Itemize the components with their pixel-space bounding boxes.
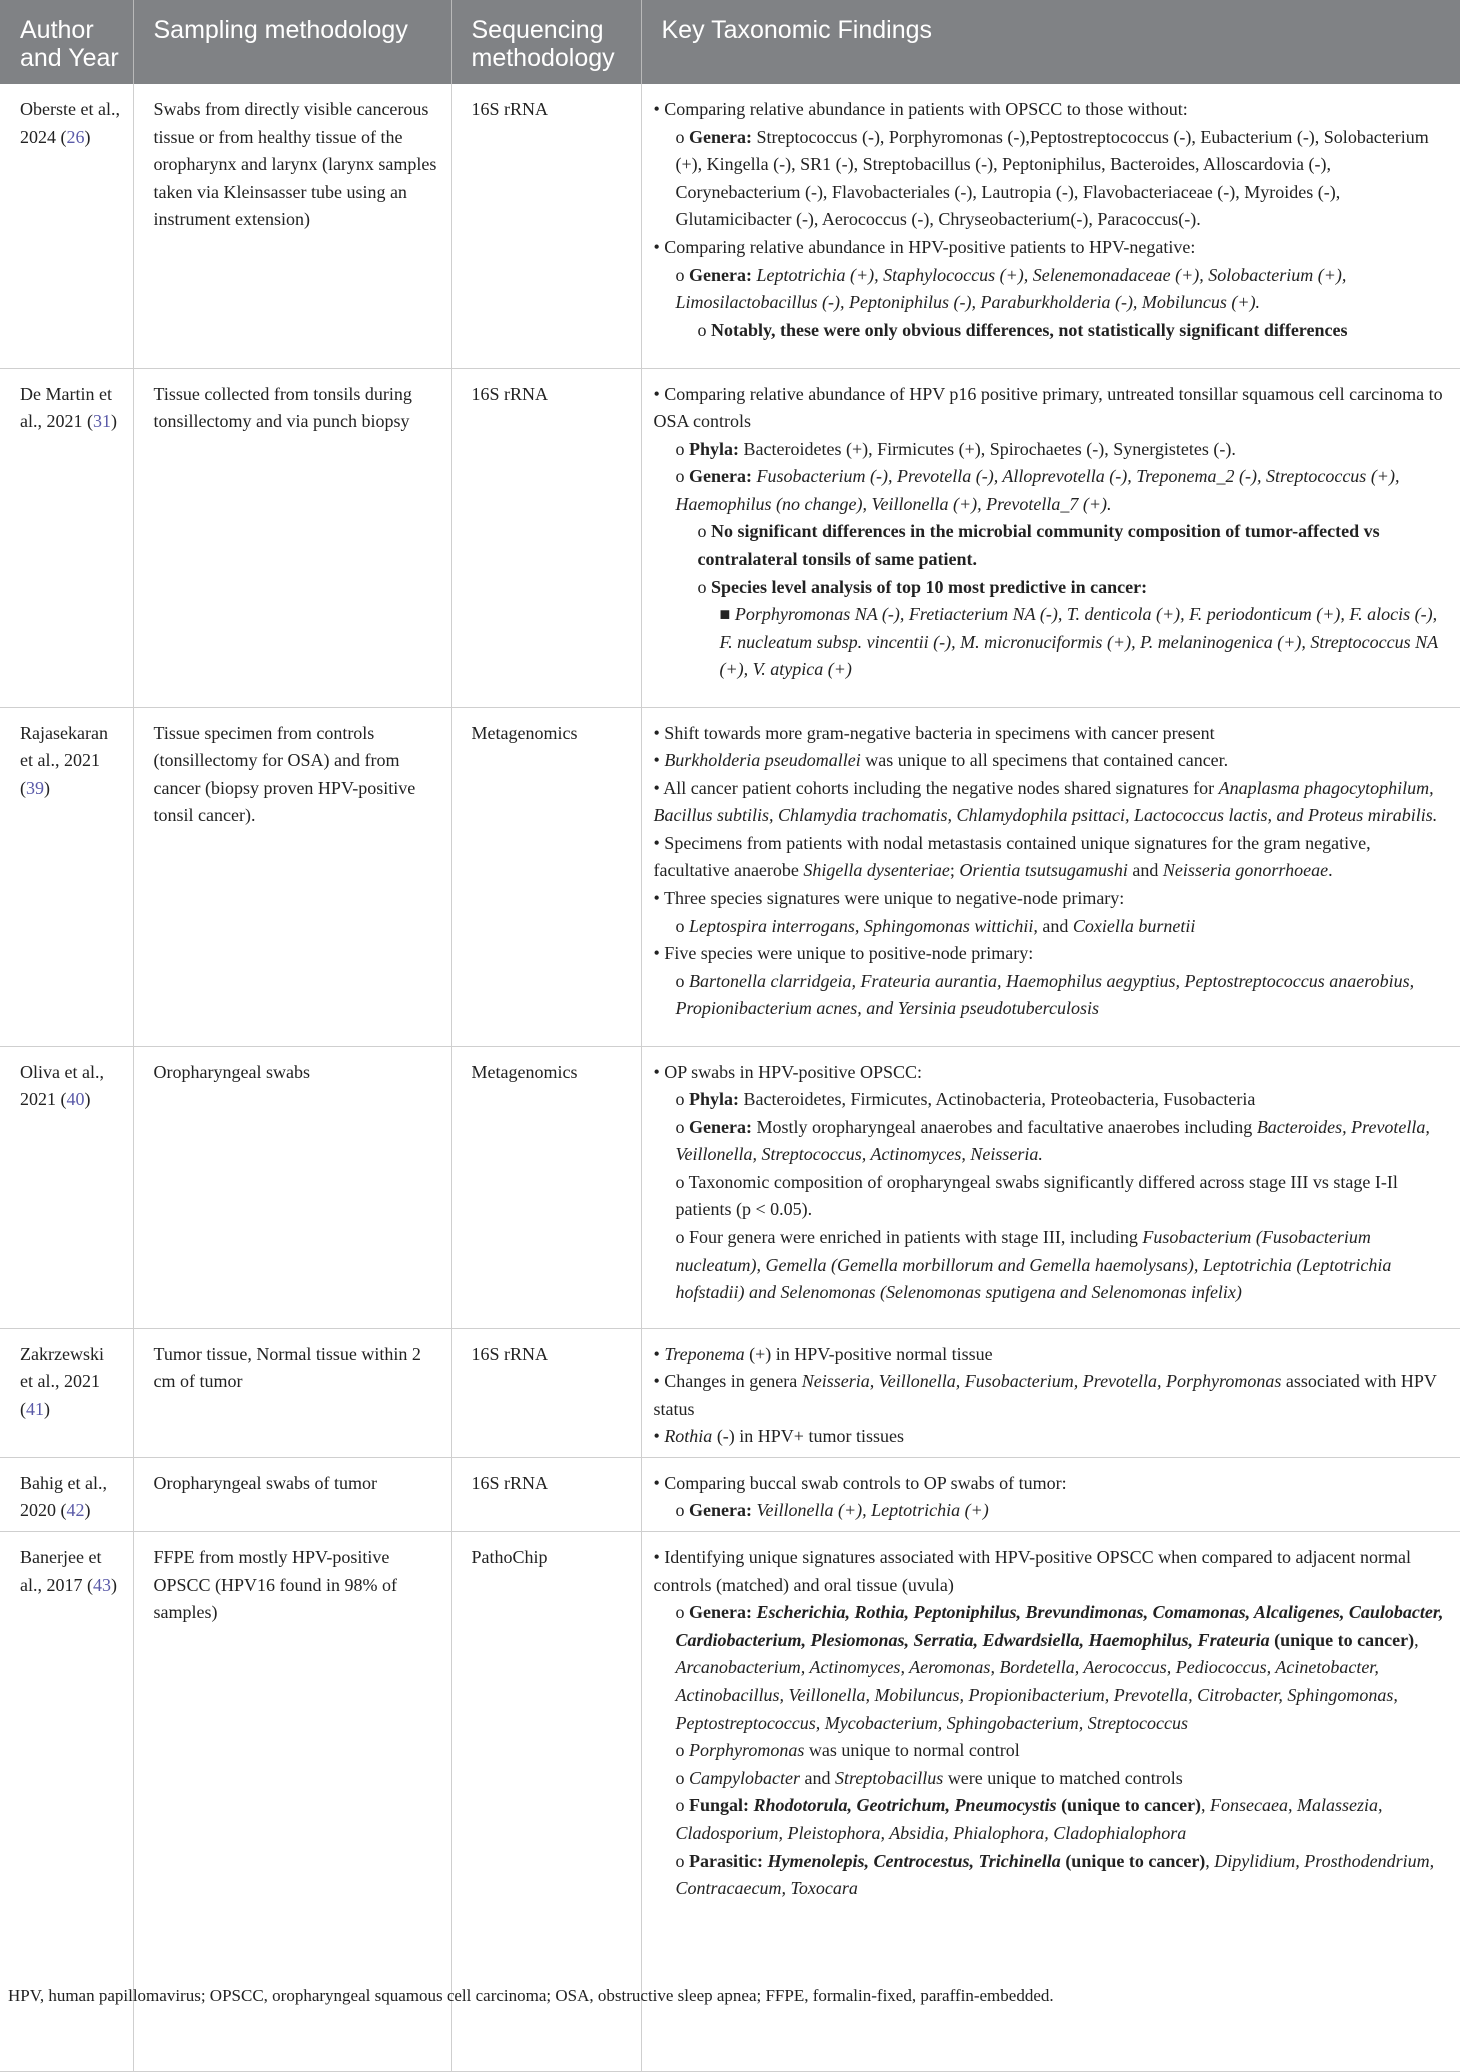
finding-text: o [675, 1602, 689, 1623]
finding-line [654, 913, 1449, 941]
key-findings-cell [641, 1328, 1460, 1457]
finding-line [654, 747, 1449, 775]
author-year-cell: Oliva et al., 2021 (40) [0, 1046, 133, 1328]
finding-line [654, 234, 1449, 262]
finding-text: o [675, 1767, 689, 1788]
finding-text: Arcanobacterium, Actinomyces, Aeromonas, Bordetella, Aerococcus, Pediococcus, Acinetobacter, Actinobacillus, Veillonella, Mobiluncus, Propionibacterium, Prevotella, Citrobacter, Sphingomonas, Peptostreptococcus, Mycobacterium, Sphingobacterium, Streptococcus [675, 1657, 1398, 1733]
sequencing-methodology-cell: PathoChip [451, 1532, 641, 2072]
finding-text: o [697, 319, 711, 340]
sequencing-methodology-cell: 16S rRNA [451, 1457, 641, 1531]
finding-line [654, 574, 1449, 602]
finding-line [654, 1737, 1449, 1765]
finding-text: • Identifying unique signatures associated with HPV-positive OPSCC when compared to adjacent normal controls (matched) and oral tissue (uvula) [653, 1547, 1412, 1595]
finding-line [654, 968, 1449, 1023]
finding-line [654, 885, 1449, 913]
sampling-methodology-cell: Tissue specimen from controls (tonsillectomy for OSA) and from cancer (biopsy proven HPV-positive tonsil cancer). [133, 707, 451, 1046]
sequencing-methodology-cell: 16S rRNA [451, 84, 641, 368]
finding-text: Genera: [689, 466, 752, 487]
key-findings-cell [641, 707, 1460, 1046]
finding-text: • Comparing relative abundance in HPV-positive patients to HPV-negative: [653, 236, 1196, 257]
author-year-text: Bahig et al., 2020 [20, 1472, 107, 1521]
finding-text: Coxiella burnetii [1072, 915, 1196, 936]
finding-text: (unique to cancer) [1056, 1795, 1202, 1816]
finding-text: • [653, 750, 665, 771]
finding-text: Dipylidium, Prosthodendrium, Contracaecum, Toxocara [675, 1850, 1435, 1899]
finding-text: o [675, 1795, 689, 1816]
finding-text: o [675, 466, 689, 487]
sequencing-methodology-cell: Metagenomics [451, 707, 641, 1046]
author-year-cell: Banerjee et al., 2017 (43) [0, 1532, 133, 2072]
header-key-findings: Key Taxonomic Findings [641, 0, 1460, 84]
finding-text: Rothia [664, 1426, 713, 1447]
finding-text: were unique to matched controls [943, 1767, 1183, 1788]
finding-line [654, 775, 1449, 830]
sequencing-methodology-cell: 16S rRNA [451, 1328, 641, 1457]
table-footnote: HPV, human papillomavirus; OPSCC, oropharyngeal squamous cell carcinoma; OSA, obstructive sleep apnea; FFPE, formalin-fixed, paraffin-embedded. [8, 1986, 1054, 2005]
finding-text: • Comparing buccal swab controls to OP swabs of tumor: [653, 1472, 1067, 1493]
finding-text: o [675, 1740, 689, 1761]
finding-text: Anaplasma phagocytophilum, Bacillus subtilis, Chlamydia trachomatis, Chlamydophila psittaci, Lactococcus lactis, and Proteus mirabilis. [653, 777, 1438, 826]
finding-text: Genera: [689, 1602, 752, 1623]
finding-line [654, 1497, 1449, 1525]
finding-line [654, 1059, 1449, 1087]
finding-text: ■ [719, 604, 735, 625]
finding-text: o [675, 438, 689, 459]
finding-text: o Four genera were enriched in patients with stage III, including [675, 1227, 1143, 1248]
author-year-text: Zakrzewski et al., 2021 [20, 1343, 104, 1392]
finding-text: Fungal: [689, 1795, 750, 1816]
finding-text: . [1328, 860, 1333, 881]
finding-text: Treponema [664, 1343, 745, 1364]
sampling-methodology-cell: Swabs from directly visible cancerous tissue or from healthy tissue of the oropharynx and larynx (larynx samples taken via Kleinsasser tube using an instrument extension) [133, 84, 451, 368]
table-row [0, 707, 1460, 1046]
finding-line [654, 262, 1449, 317]
finding-text: Bartonella clarridgeia, Frateuria aurantia, Haemophilus aegyptius, Peptostreptococcus anaerobius, Propionibacterium acnes, and Yersinia pseudotuberculosis [675, 970, 1415, 1019]
finding-text: Rhodotorula, Geotrichum, Pneumocystis [753, 1795, 1057, 1816]
finding-text: Genera: [689, 1500, 752, 1521]
author-year-text: Oliva et al., 2021 [20, 1061, 104, 1110]
finding-text: Genera: [689, 126, 752, 147]
finding-text: o [675, 264, 689, 285]
citation-link[interactable]: 40 [66, 1089, 85, 1110]
finding-text: and [799, 1767, 835, 1788]
table-row [0, 84, 1460, 368]
finding-line [654, 1848, 1449, 1903]
finding-text: (unique to cancer) [1060, 1850, 1206, 1871]
finding-line [654, 436, 1449, 464]
finding-line [654, 1470, 1449, 1498]
finding-text: associated with HPV status [653, 1371, 1437, 1419]
finding-text: o [697, 576, 711, 597]
author-year-text: Banerjee et al., 2017 [20, 1547, 102, 1595]
finding-line [654, 1086, 1449, 1114]
finding-text: was unique to all specimens that contained cancer. [860, 750, 1229, 771]
finding-text: • Changes in genera [653, 1371, 802, 1392]
citation-link[interactable]: 42 [66, 1500, 85, 1521]
finding-line [654, 1544, 1449, 1599]
finding-line [654, 317, 1449, 345]
table-row [0, 1328, 1460, 1457]
finding-line [654, 1224, 1449, 1307]
finding-text: (unique to cancer) [1269, 1629, 1415, 1650]
finding-text: Escherichia, Rothia, Peptoniphilus, Brevundimonas, Comamonas, Alcaligenes, Caulobacter, Cardiobacterium, Plesiomonas, Serratia, Edwardsiella, Haemophilus, Frateuria [675, 1602, 1444, 1650]
finding-text: Fusobacterium (-), Prevotella (-), Alloprevotella (-), Treponema_2 (-), Streptococcus (+), Haemophilus (no change), Veillonella (+), Prevotella_7 (+). [675, 466, 1400, 514]
author-year-text: De Martin et al., 2021 [20, 383, 112, 432]
finding-line [654, 1169, 1449, 1224]
finding-line [654, 1792, 1449, 1847]
header-sampling-methodology: Sampling methodology [133, 0, 451, 84]
finding-text: Leptospira interrogans, Sphingomonas wittichii, [689, 915, 1038, 936]
finding-text: • Shift towards more gram-negative bacteria in specimens with cancer present [653, 722, 1215, 743]
finding-line [654, 96, 1449, 124]
finding-text: Porphyromonas NA (-), Fretiacterium NA (-), T. denticola (+), F. periodonticum (+), F. alocis (-), F. nucleatum subsp. vincentii (-), M. micronuciformis (+), P. melaninogenica (+), Streptococcus NA (+), V. atypica (+) [719, 604, 1438, 680]
finding-text: (+) in HPV-positive normal tissue [744, 1343, 993, 1364]
finding-text: Fusobacterium (Fusobacterium nucleatum), Gemella (Gemella morbillorum and Gemella haemolysans), Leptotrichia (Leptotrichia hofstadii) and Selenomonas (Selenomonas sputigena and Selenomonas infelix) [675, 1227, 1392, 1303]
finding-text: Leptotrichia (+), Staphylococcus (+), Selenemonadaceae (+), Solobacterium (+), Limosilactobacillus (-), Peptoniphilus (-), Paraburkholderia (-), Mobiluncus (+). [675, 264, 1347, 313]
citation-link[interactable]: 26 [66, 126, 85, 147]
finding-text: • Three species signatures were unique to negative-node primary: [653, 888, 1125, 909]
finding-text: Neisseria gonorrhoeae [1162, 860, 1329, 881]
finding-text: o [675, 1500, 689, 1521]
citation-link[interactable]: 31 [93, 411, 111, 432]
author-year-cell: Rajasekaran et al., 2021 (39) [0, 707, 133, 1046]
finding-text: o [675, 1850, 689, 1871]
finding-text: Phyla: [689, 1089, 740, 1110]
sampling-methodology-cell: Tumor tissue, Normal tissue within 2 cm of tumor [133, 1328, 451, 1457]
finding-line [654, 1368, 1449, 1423]
table-header [0, 0, 1460, 84]
header-sequencing-methodology: Sequencing methodology [451, 0, 641, 84]
finding-text: and [1127, 860, 1163, 881]
finding-text: Bacteroidetes (+), Firmicutes (+), Spirochaetes (-), Synergistetes (-). [739, 438, 1236, 459]
author-year-text: Rajasekaran et al., 2021 [20, 722, 108, 771]
finding-line [654, 1114, 1449, 1169]
finding-text: Veillonella (+), Leptotrichia (+) [751, 1500, 989, 1521]
author-year-cell: Oberste et al., 2024 (26) [0, 84, 133, 368]
finding-text: (-) in HPV+ tumor tissues [712, 1426, 904, 1447]
finding-line [654, 381, 1449, 436]
finding-text: o [675, 915, 689, 936]
citation-link[interactable]: 39 [26, 777, 44, 798]
finding-line [654, 1599, 1449, 1737]
finding-text: o [697, 521, 711, 542]
finding-line [654, 1341, 1449, 1369]
finding-text: Streptococcus (-), Porphyromonas (-),Peptostreptococcus (-), Eubacterium (-), Solobacterium (+), Kingella (-), SR1 (-), Streptobacillus (-), Peptoniphilus, Bacteroides, Alloscardovia (-), Corynebacterium (-), Flavobacteriales (-), Lautropia (-), Flavobacteriaceae (-), Myroides (-), Glutamicibacter (-), Aerococcus (-), Chryseobacterium(-), Paracoccus(-). [675, 126, 1429, 230]
finding-text: • OP swabs in HPV-positive OPSCC: [653, 1061, 923, 1082]
finding-text: , [1205, 1850, 1215, 1871]
finding-text: o [675, 126, 689, 147]
finding-text: Notably, these were only obvious differences, not statistically significant differences [711, 319, 1348, 340]
finding-text: , [1414, 1629, 1419, 1650]
author-year-cell: De Martin et al., 2021 (31) [0, 368, 133, 707]
finding-line [654, 463, 1449, 518]
table-row [0, 1046, 1460, 1328]
finding-text: Neisseria, Veillonella, Fusobacterium, Prevotella, Porphyromonas [801, 1371, 1282, 1392]
finding-text: Phyla: [689, 438, 740, 459]
finding-text: Species level analysis of top 10 most predictive in cancer: [711, 576, 1148, 597]
finding-text: was unique to normal control [804, 1740, 1020, 1761]
finding-line [654, 124, 1449, 234]
finding-text: o [675, 1116, 689, 1137]
key-findings-cell [641, 368, 1460, 707]
finding-text: Fonsecaea, Malassezia, Cladosporium, Pleistophora, Absidia, Phialophora, Cladophialophora [675, 1795, 1383, 1843]
finding-text: • Specimens from patients with nodal metastasis contained unique signatures for the gram negative, facultative anaerobe [653, 832, 1371, 881]
finding-line [654, 830, 1449, 885]
finding-line [654, 1423, 1449, 1451]
finding-line [654, 518, 1449, 573]
finding-line [654, 940, 1449, 968]
finding-text: o [675, 1089, 689, 1110]
finding-text: Orientia tsutsugamushi [959, 860, 1128, 881]
sampling-methodology-cell: Tissue collected from tonsils during tonsillectomy and via punch biopsy [133, 368, 451, 707]
finding-text: o Taxonomic composition of oropharyngeal swabs significantly differed across stage III vs stage I-Il patients (p < 0.05). [675, 1171, 1398, 1220]
sampling-methodology-cell: Oropharyngeal swabs [133, 1046, 451, 1328]
finding-text: Porphyromonas [689, 1740, 805, 1761]
table-row [0, 1457, 1460, 1531]
finding-text: o [675, 970, 689, 991]
header-author-year: Author and Year [0, 0, 133, 84]
sampling-methodology-cell: Oropharyngeal swabs of tumor [133, 1457, 451, 1531]
table-row [0, 368, 1460, 707]
key-findings-cell [641, 84, 1460, 368]
sequencing-methodology-cell: 16S rRNA [451, 368, 641, 707]
finding-text: Campylobacter [689, 1767, 800, 1788]
finding-text: Streptobacillus [834, 1767, 944, 1788]
finding-line [654, 720, 1449, 748]
finding-text: Burkholderia pseudomallei [664, 750, 861, 771]
key-findings-cell [641, 1457, 1460, 1531]
citation-link[interactable]: 43 [93, 1574, 111, 1595]
author-year-cell: Bahig et al., 2020 (42) [0, 1457, 133, 1531]
finding-text: ; [949, 860, 960, 881]
key-findings-cell [641, 1046, 1460, 1328]
finding-line [654, 1765, 1449, 1793]
finding-text: Mostly oropharyngeal anaerobes and facultative anaerobes including [751, 1116, 1257, 1137]
finding-text: • All cancer patient cohorts including the negative nodes shared signatures for [653, 777, 1219, 798]
sequencing-methodology-cell: Metagenomics [451, 1046, 641, 1328]
author-year-cell: Zakrzewski et al., 2021 (41) [0, 1328, 133, 1457]
author-year-text: Oberste et al., 2024 [20, 99, 120, 147]
finding-text: Bacteroides, Prevotella, Veillonella, Streptococcus, Actinomyces, Neisseria. [675, 1116, 1430, 1165]
finding-text: Genera: [689, 1116, 752, 1137]
finding-text: Genera: [689, 264, 752, 285]
finding-text: • Comparing relative abundance of HPV p16 positive primary, untreated tonsillar squamous cell carcinoma to OSA controls [653, 383, 1443, 432]
finding-line [654, 601, 1449, 684]
finding-text: No significant differences in the microbial community composition of tumor-affected vs contralateral tonsils of same patient. [697, 521, 1380, 570]
citation-link[interactable]: 41 [26, 1398, 44, 1419]
finding-text: Bacteroidetes, Firmicutes, Actinobacteria, Proteobacteria, Fusobacteria [739, 1089, 1256, 1110]
finding-text: Parasitic: [689, 1850, 763, 1871]
finding-text: • [653, 1343, 665, 1364]
sampling-methodology-cell: FFPE from mostly HPV-positive OPSCC (HPV16 found in 98% of samples) [133, 1532, 451, 2072]
finding-text: Hymenolepis, Centrocestus, Trichinella [767, 1850, 1061, 1871]
finding-text: • Comparing relative abundance in patients with OPSCC to those without: [653, 99, 1188, 119]
finding-text: and [1037, 915, 1073, 936]
table-body [0, 84, 1460, 2072]
finding-text: • Five species were unique to positive-node primary: [653, 943, 1034, 964]
finding-text: • [653, 1426, 665, 1447]
finding-text: , [1201, 1795, 1211, 1816]
finding-text: Shigella dysenteriae [803, 860, 950, 881]
